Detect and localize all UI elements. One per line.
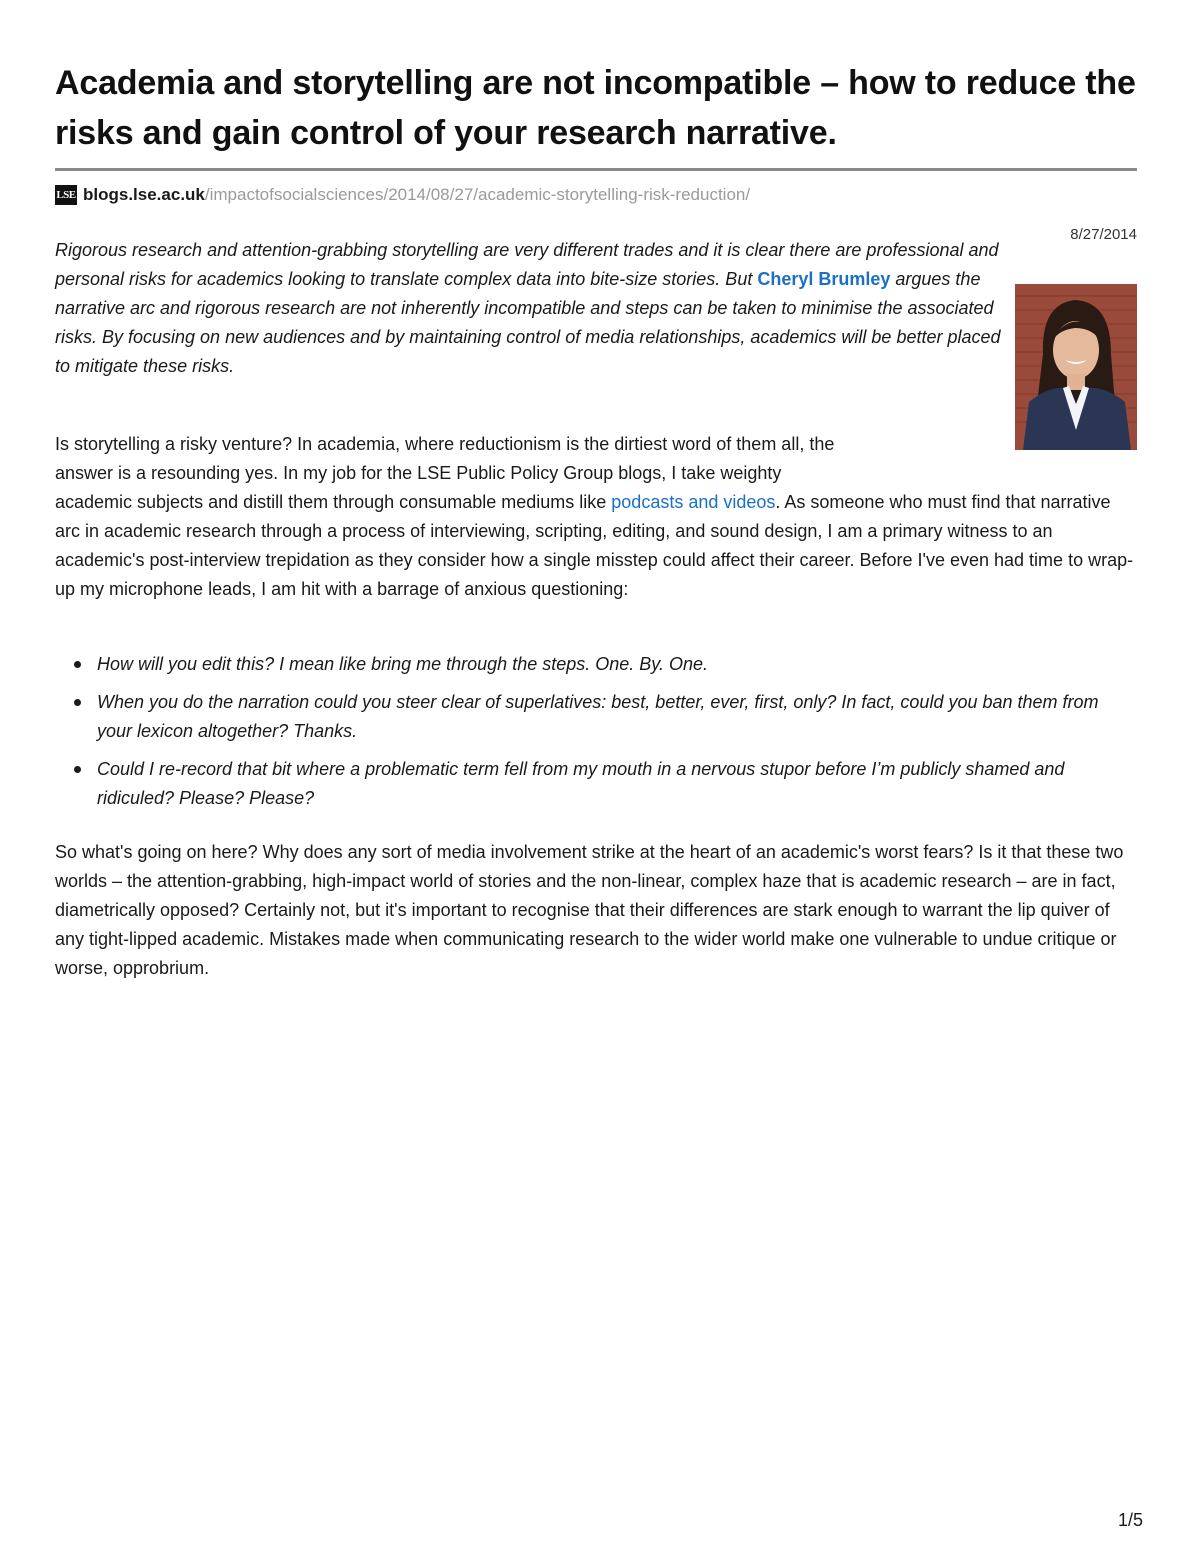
title-divider [55,168,1137,171]
quote-text: How will you edit this? I mean like bring me through the steps. One. By. One. [97,654,708,674]
author-portrait-icon [1015,284,1137,450]
source-url[interactable] [55,183,1137,207]
paragraph-1-line-2: answer is a resounding yes. In my job for the LSE Public Policy Group blogs, I take weighty [55,463,782,483]
list-item [55,650,1137,679]
paragraph-2: So what's going on here? Why does any sort of media involvement strike at the heart of an academic's worst fears? Is it that these two worlds – the attention-grabbing, high-impact world of stories and the non-linear, complex haze that is academic research – are in fact, diametrically opposed? Certainly not, but it's important to recognise that their differences are stark enough to warrant the lip quiver of any tight-lipped academic. Mistakes made when communicating research to the wider world make one vulnerable to undue critique or worse, opprobrium. [55,842,1124,978]
list-item [55,755,1137,813]
paragraph-1-line-1: Is storytelling a risky venture? In academia, where reductionism is the dirtiest word of them all, the [55,434,835,454]
article-page [55,58,1137,978]
list-item [55,688,1137,746]
source-path[interactable]: /impactofsocialsciences/2014/08/27/academic-storytelling-risk-reduction/ [204,185,751,204]
bullet-icon [74,766,81,773]
quote-list [55,650,1137,822]
intro-text-2: argues the narrative arc and rigorous research are not inherently incompatible and steps can be taken to minimise the associated risks. By focusing on new audiences and by maintaining control of media relationships, academics will be better placed to mitigate these risks. [55,269,1001,376]
article-title: Academia and storytelling are not incompatible – how to reduce the risks and gain control of your research narrative. [55,64,1136,152]
lse-logo-icon: LSE [55,185,77,205]
article-intro [55,236,1005,381]
paragraph-1 [55,430,1137,604]
page-number: 1/5 [1117,1510,1143,1530]
quote-text: When you do the narration could you steer clear of superlatives: best, better, ever, first, only? In fact, could you ban them from your lexicon altogether? Thanks. [97,692,1099,741]
author-photo [1015,284,1137,450]
publish-date: 8/27/2014 [1070,226,1137,243]
podcasts-link[interactable]: podcasts and videos [611,492,776,512]
bullet-icon [74,699,81,706]
paragraph-1-text-3b: . As someone who must find that narrative arc in academic research through a process of interviewing, scripting, editing, and sound design, I am a primary witness to an academic's post-interview trepidation as they consider how a single misstep could affect their career. Before I've even had time to wrap-up my microphone leads, I am hit with a barrage of anxious questioning: [55,492,1134,599]
author-link[interactable]: Cheryl Brumley [757,269,891,289]
source-domain[interactable]: blogs.lse.ac.uk [83,185,205,204]
paragraph-1-text-3a: academic subjects and distill them through consumable mediums like [55,492,612,512]
bullet-icon [74,661,81,668]
intro-text-1: Rigorous research and attention-grabbing storytelling are very different trades and it is clear there are professional and personal risks for academics looking to translate complex data into bite-size stories. But [55,240,999,289]
quote-text: Could I re-record that bit where a problematic term fell from my mouth in a nervous stupor before I’m publicly shamed and ridiculed? Please? Please? [97,759,1065,808]
